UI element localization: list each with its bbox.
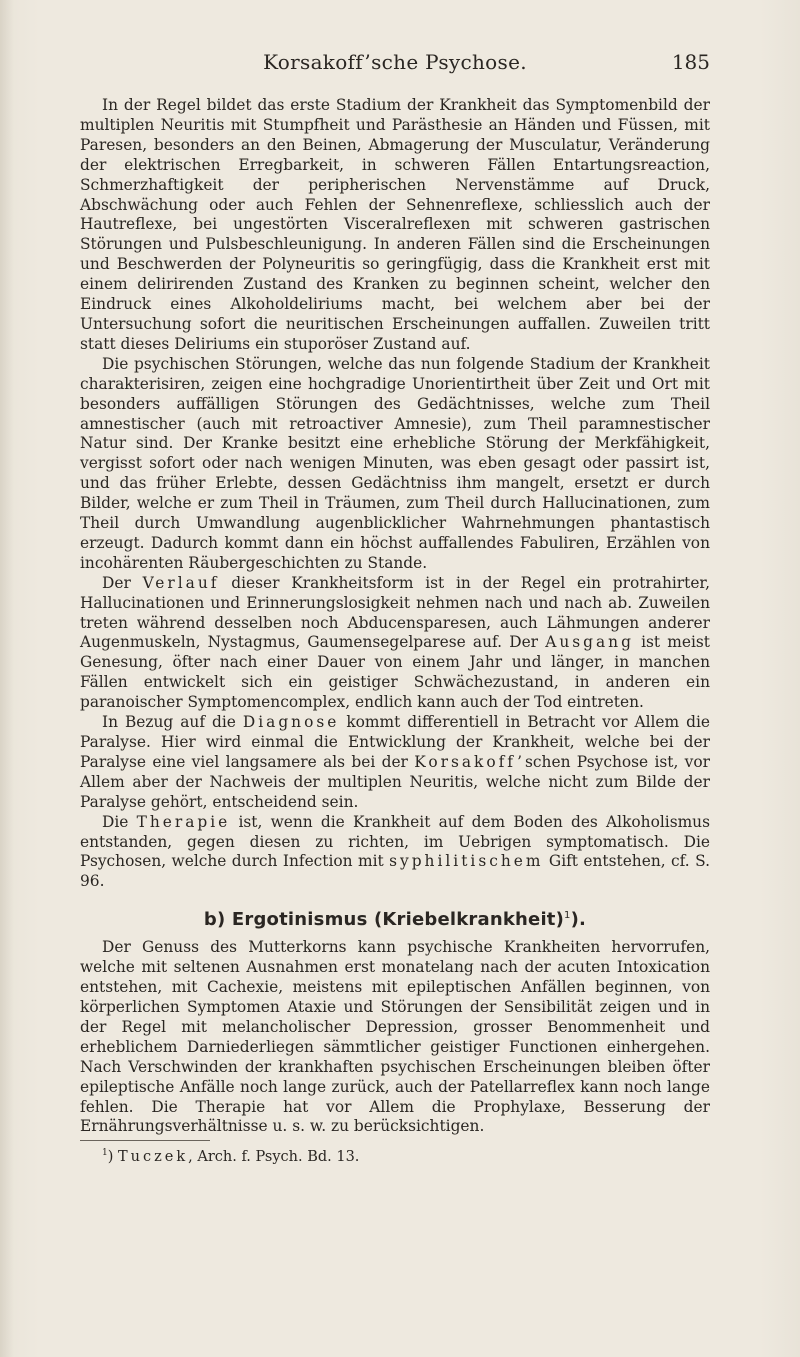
footnote-author: Tuczek bbox=[118, 1149, 189, 1166]
text-run: ist meist Genesung, öfter nach einer Dauer von einem Jahr und länger, in manchen Fällen entwickelt sich ein geistiger Schwächezustand, in anderen ein paranoischer Symptomencomplex, endlich kann auch der Tod eintreten. bbox=[80, 633, 710, 712]
term-syphilitischem: syphilitischem bbox=[389, 852, 544, 871]
term-verlauf: Verlauf bbox=[142, 573, 220, 592]
paragraph-symptoms: In der Regel bildet das erste Stadium der Krankheit das Symptomenbild der multiplen Neuritis mit Stumpfheit und Parästhesie an Händen und Füssen, mit Paresen, besonders an den Beinen, Abmagerung der Musculatur, Veränderung der elektrischen Erregbarkeit, in schweren Fällen Entartungsreaction, Schmerzhaftigkeit der peripherischen Nervenstämme auf Druck, Abschwächung oder auch Fehlen der Sehnenreflexe, schliesslich auch der Hautreflexe, bei ungestörten Visceralreflexen mit schweren gastrischen Störungen und Pulsbeschleunigung. In anderen Fällen sind die Erscheinungen und Beschwerden der Polyneuritis so geringfügig, dass die Krankheit erst mit einem delirirenden Zustand des Kranken zu beginnen scheint, welcher den Eindruck eines Alkoholdeliriums macht, bei welchem aber bei der Untersuchung sofort die neuritischen Erscheinungen auffallen. Zuweilen tritt statt dieses Deliriums ein stuporöser Zustand auf. bbox=[80, 96, 710, 353]
paragraph-course bbox=[80, 574, 710, 713]
term-diagnose: Diagnose bbox=[242, 713, 340, 732]
footnote bbox=[80, 1143, 710, 1167]
footnote-reference: 1 bbox=[564, 910, 571, 922]
running-title: Korsakoff’sche Psychose. bbox=[263, 50, 527, 74]
paragraph-therapy bbox=[80, 813, 710, 893]
footnote-paren: ) bbox=[107, 1149, 114, 1166]
paragraph-psychic-disorders: Die psychischen Störungen, welche das nun folgende Stadium der Krankheit charakterisiren, zeigen eine hochgradige Unorientirtheit über Zeit und Ort mit besonders auffälligen Störungen des Gedächtnisses, welche zum Theil amnestischer (auch mit retroactiver Amnesie), zum Theil paramnestischer Natur sind. Der Kranke besitzt eine erhebliche Störung der Merkfähigkeit, vergisst sofort oder nach wenigen Minuten, was eben gesagt oder passirt ist, und das früher Erlebte, dessen Gedächtniss ihm mangelt, ersetzt er durch Bilder, welche er zum Theil in Träumen, zum Theil durch Hallucinationen, zum Theil durch Umwandlung augenblicklicher Wahrnehmungen phantastisch erzeugt. Dadurch kommt dann ein höchst auffallendes Fabuliren, Erzählen von incohärenten Räubergeschichten zu Stande. bbox=[80, 354, 710, 572]
paragraph-ergotinismus: Der Genuss des Mutterkorns kann psychische Krankheiten hervorrufen, welche mit seltenen Ausnahmen erst monatelang nach der acuten Intoxication entstehen, mit Cachexie, meistens mit epileptischen Anfällen beginnen, von körperlichen Symptomen Ataxie und Störungen der Sensibilität zeigen und in der Regel mit melancholischer Depression, grosser Benommenheit und erheblichem Darniederliegen sämmtlicher geistiger Functionen einhergehen. Nach Verschwinden der krankhaften psychischen Erscheinungen bleiben öfter epileptische Anfälle noch lange zurück, auch der Patellarreflex kann noch lange fehlen. Die Therapie hat vor Allem die Prophylaxe, Besserung der Ernährungsverhältnisse u. s. w. zu berücksichtigen. bbox=[80, 938, 710, 1136]
paragraph-diagnosis bbox=[80, 713, 710, 813]
footnote-marker: 1 bbox=[102, 1148, 108, 1159]
text-run: Gift entstehen, cf. S. 96. bbox=[80, 852, 710, 891]
footnote-citation: , Arch. f. Psych. Bd. 13. bbox=[188, 1149, 360, 1166]
text-run: In Bezug auf die bbox=[102, 713, 243, 732]
section-heading-ergotinismus bbox=[80, 909, 710, 930]
text-run: ist, wenn die Krankheit auf dem Boden des Alkoholismus entstanden, gegen diesen zu richten, im Uebrigen symptomatisch. Die Psychosen, welche durch Infection mit bbox=[80, 812, 710, 871]
text-run: dieser Krankheitsform ist in der Regel ein protrahirter, Hallucinationen und Erinnerungslosigkeit nehmen nach und nach ab. Zuweilen treten während desselben noch Abducensparesen, auch Lähmungen anderer Augenmuskeln, Nystagmus, Gaumensegelparese auf. Der bbox=[80, 573, 710, 652]
text-run: Der bbox=[102, 573, 143, 592]
section-heading-text: b) Ergotinismus (Kriebelkrankheit) bbox=[203, 909, 565, 931]
term-korsakoff: Korsakoff’ bbox=[414, 752, 526, 771]
page-header bbox=[80, 50, 710, 80]
term-ausgang: Ausgang bbox=[545, 633, 634, 652]
footnote-divider bbox=[80, 1140, 210, 1141]
body-text bbox=[80, 96, 710, 1167]
text-run: schen Psychose ist, vor Allem aber der Nachweis der multiplen Neuritis, welche nicht zum Bilde der Paralyse gehört, entscheidend sein. bbox=[80, 752, 710, 811]
page-number: 185 bbox=[671, 50, 710, 74]
section-heading-close: ). bbox=[570, 909, 587, 931]
text-run: kommt differentiell in Betracht vor Allem die Paralyse. Hier wird einmal die Entwicklung der Krankheit, welche bei der Paralyse eine viel langsamere als bei der bbox=[80, 713, 710, 771]
text-run: Die bbox=[102, 812, 137, 831]
term-therapie: Therapie bbox=[136, 812, 231, 831]
